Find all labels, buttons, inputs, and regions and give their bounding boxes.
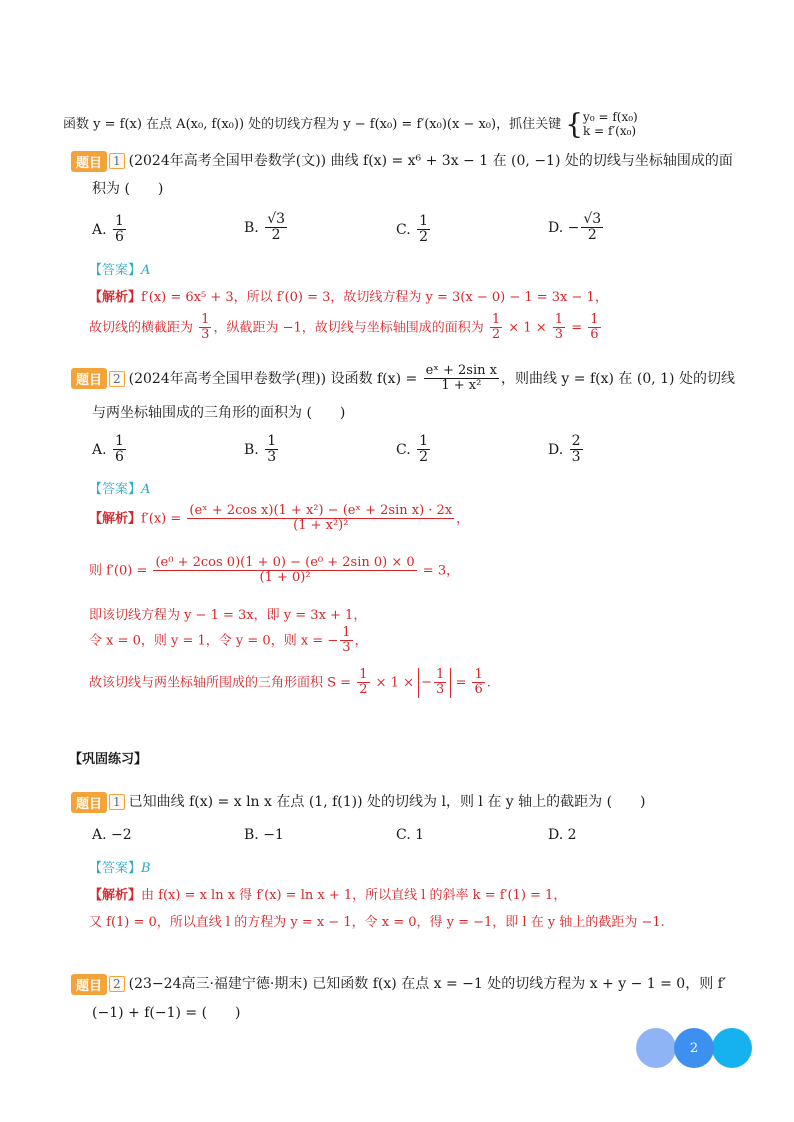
frac-den: 2 [419, 229, 429, 246]
p1-analysis-1 [89, 286, 608, 305]
p2-answer [89, 478, 150, 497]
analysis-text: = [455, 675, 467, 691]
p1-answer [89, 259, 150, 278]
p1-option-c[interactable] [396, 214, 432, 246]
intro-text: 函数 y = f(x) 在点 A(x₀, f(x₀)) 处的切线方程为 y − f(x₀) = f′(x₀)(x − x₀)，抓住关键 [63, 116, 562, 132]
analysis-text: ， [354, 633, 368, 649]
problem-2-text: ，则曲线 y = f(x) 在 (0, 1) 处的切线 [500, 370, 735, 387]
p1-analysis-2 [89, 313, 603, 343]
option-prefix: − [567, 219, 580, 236]
answer-value: A [141, 263, 151, 278]
frac-den: 6 [115, 229, 124, 246]
frac-num: 1 [115, 213, 124, 229]
option-letter: B. [244, 441, 259, 458]
frac-den: 2 [419, 449, 429, 466]
practice-2-text: (23−24高三·福建宁德·期末) 已知函数 f(x) 在点 x = −1 处的切线方程为 x + y − 1 = 0，则 f′ [128, 976, 727, 992]
frac-num: (eˣ + 2cos x)(1 + x²) − (eˣ + 2sin x) · 2x [189, 503, 453, 518]
p2-analysis-4 [89, 626, 368, 656]
analysis-label: 【解析】 [89, 290, 142, 305]
system-brace: { [565, 107, 584, 141]
frac-den: 3 [267, 449, 277, 466]
analysis-text: ， [456, 511, 470, 527]
p1-option-d[interactable] [548, 212, 605, 244]
answer-label: 【答案】 [89, 263, 142, 278]
page-number-text: 2 [689, 1040, 699, 1056]
system-line-1: y₀ = f(x₀) [583, 110, 638, 124]
frac-den: 3 [554, 327, 564, 343]
pr1-analysis-2: 又 f(1) = 0，所以直线 l 的方程为 y = x − 1，令 x = 0，得 y = −1，即 l 在 y 轴上的截距为 −1. [89, 915, 665, 930]
problem-1-text: (2024年高考全国甲卷数学(文)) 曲线 f(x) = x⁶ + 3x − 1 在 (0, −1) 处的切线与坐标轴围成的面 [128, 153, 733, 169]
system-line-2: k = f′(x₀) [583, 124, 637, 139]
analysis-text: . [486, 675, 491, 691]
p2-option-d[interactable] [548, 434, 585, 466]
problem-2-text-2: 与两坐标轴围成的三角形的面积为 ( ) [92, 405, 346, 421]
problem-2-text: (2024年高考全国甲卷数学(理)) 设函数 f(x) = [128, 370, 418, 387]
frac-num: 1 [554, 312, 564, 327]
option-letter: C. [396, 441, 411, 458]
problem-2-line-1 [71, 364, 735, 394]
problem-1-text-2: 积为 ( ) [92, 181, 164, 197]
analysis-text: × 1 × [375, 675, 414, 691]
analysis-text: × 1 × [508, 320, 547, 336]
absolute-value: − $\frac{1}{3}$ [418, 668, 451, 698]
p2-option-c[interactable] [396, 434, 432, 466]
frac-den: 3 [571, 449, 581, 466]
frac-den: (1 + x²)² [293, 518, 349, 534]
analysis-text: 故该切线与两坐标轴所围成的三角形面积 S = [89, 675, 352, 691]
p2-analysis-2 [89, 556, 459, 586]
practice-2-text-2: (−1) + f(−1) = ( ) [92, 1005, 241, 1021]
frac-num: 1 [419, 433, 429, 449]
frac-den: 2 [587, 227, 597, 244]
problem-number: 2 [109, 976, 125, 992]
page-circle-right [712, 1028, 752, 1068]
frac-num: eˣ + 2sin x [425, 363, 497, 378]
problem-tag: 题目 [71, 974, 107, 995]
p1-option-a[interactable] [92, 214, 128, 246]
frac-num: 1 [267, 433, 277, 449]
problem-number: 1 [109, 794, 125, 810]
frac-den: 3 [201, 327, 210, 343]
frac-den: 2 [491, 327, 501, 343]
analysis-label: 【解析】 [89, 511, 142, 527]
answer-value: A [141, 482, 151, 497]
option-letter: D. [548, 219, 564, 236]
frac-den: 6 [474, 682, 483, 698]
answer-value: B [141, 861, 151, 876]
problem-tag: 题目 [71, 151, 107, 172]
frac-num: 2 [571, 433, 581, 449]
frac-den: 3 [436, 682, 445, 698]
frac-den: 6 [115, 449, 124, 466]
page-number [674, 1028, 714, 1068]
analysis-text: 令 x = 0，则 y = 1，令 y = 0，则 x = − [89, 633, 339, 649]
analysis-text: = 3， [422, 563, 460, 579]
problem-tag: 题目 [71, 792, 107, 813]
frac-num: √3 [267, 211, 286, 227]
frac-num: 1 [359, 667, 368, 682]
frac-num: 1 [590, 312, 599, 327]
section-title: 【巩固练习】 [69, 752, 148, 767]
analysis-text: 故切线的横截距为 [89, 320, 194, 336]
answer-label: 【答案】 [89, 482, 142, 497]
analysis-text: = [571, 320, 583, 336]
p2-analysis-3: 即该切线方程为 y − 1 = 3x，即 y = 3x + 1， [89, 608, 367, 623]
frac-den: (1 + 0)² [259, 570, 311, 586]
key-system [583, 110, 638, 139]
frac-num: 1 [342, 625, 351, 640]
intro-line [63, 107, 638, 141]
frac-den: 2 [359, 682, 368, 698]
frac-num: 1 [491, 312, 501, 327]
problem-number: 2 [109, 371, 125, 387]
frac-den: 1 + x² [441, 378, 482, 394]
practice-2-line-1 [71, 973, 726, 995]
page-circle-left [636, 1028, 676, 1068]
analysis-text: ，纵截距为 −1，故切线与坐标轴围成的面积为 [213, 320, 484, 336]
frac-num: √3 [583, 211, 602, 227]
option-letter: A. [92, 441, 107, 458]
frac-num: (e⁰ + 2cos 0)(1 + 0) − (e⁰ + 2sin 0) × 0 [155, 555, 415, 570]
practice-1-line [71, 791, 646, 813]
option-letter: D. [548, 441, 564, 458]
pr1-answer [89, 857, 151, 876]
frac-num: 1 [436, 667, 445, 682]
option-letter: B. [244, 219, 259, 236]
p2-analysis-1 [89, 504, 469, 534]
frac-num: 1 [419, 213, 429, 229]
frac-num: 1 [115, 433, 124, 449]
option-letter: A. [92, 221, 107, 238]
pr1-analysis-1 [89, 884, 566, 903]
frac-den: 3 [342, 640, 351, 656]
frac-den: 2 [271, 227, 281, 244]
frac-num: 1 [474, 667, 483, 682]
problem-1-line-1 [71, 150, 733, 172]
problem-tag: 题目 [71, 368, 107, 389]
problem-number: 1 [109, 153, 125, 169]
analysis-text: f′(x) = [141, 511, 182, 527]
option-letter: C. [396, 221, 411, 238]
p2-option-a[interactable] [92, 434, 128, 466]
pr1-option-c[interactable]: C. 1 [396, 827, 425, 843]
analysis-text: f′(x) = 6x⁵ + 3，所以 f′(0) = 3，故切线方程为 y = 3(x − 0) − 1 = 3x − 1， [141, 290, 608, 305]
p2-option-b[interactable] [244, 434, 280, 466]
answer-label: 【答案】 [89, 861, 142, 876]
analysis-label: 【解析】 [89, 888, 142, 903]
analysis-text: 则 f′(0) = [89, 563, 148, 579]
practice-1-text: 已知曲线 f(x) = x ln x 在点 (1, f(1)) 处的切线为 l，则 l 在 y 轴上的截距为 ( ) [128, 794, 646, 810]
pr1-option-b[interactable]: B. −1 [244, 827, 284, 843]
p2-analysis-5 [89, 668, 491, 698]
analysis-text: 由 f(x) = x ln x 得 f′(x) = ln x + 1，所以直线 l 的斜率 k = f′(1) = 1， [141, 888, 567, 903]
frac-num: 1 [201, 312, 210, 327]
pr1-option-d[interactable]: D. 2 [548, 827, 577, 843]
frac-den: 6 [590, 327, 599, 343]
p1-option-b[interactable] [244, 212, 289, 244]
pr1-option-a[interactable]: A. −2 [92, 827, 132, 843]
